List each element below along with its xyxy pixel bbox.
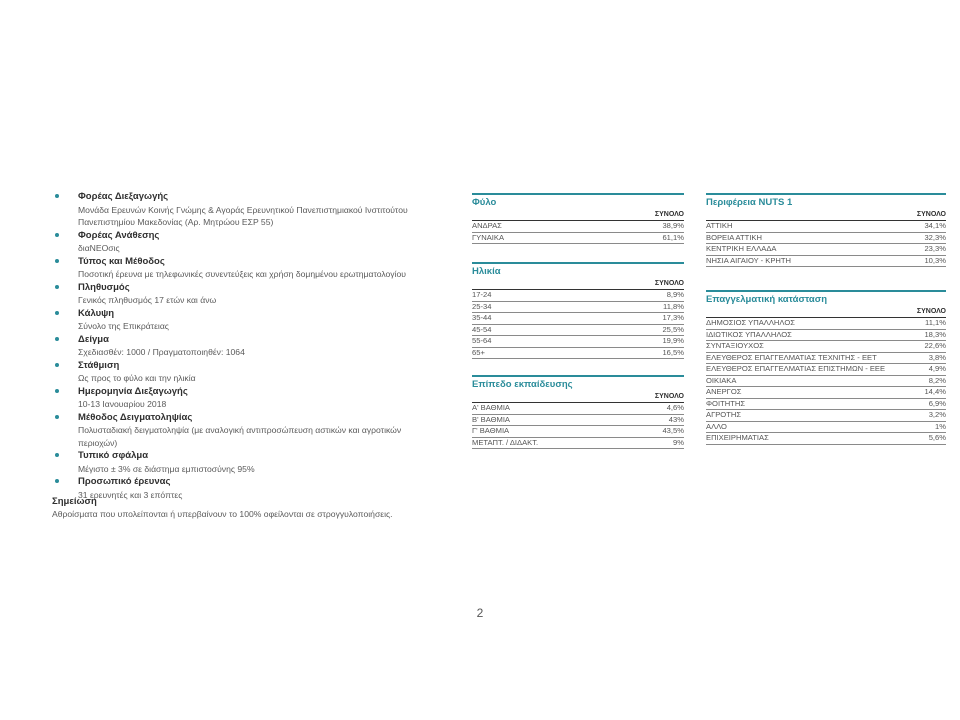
row-label: 55-64 [472, 336, 492, 345]
table-row [706, 433, 946, 445]
table-row [706, 233, 946, 245]
row-label: ΑΤΤΙΚΗ [706, 221, 733, 230]
row-value: 4,6% [666, 403, 684, 412]
table-row [472, 438, 684, 450]
row-label: ΦΟΙΤΗΤΗΣ [706, 398, 746, 408]
table-title: Επαγγελματική κατάσταση [706, 294, 828, 305]
table-title: Φύλο [472, 197, 497, 208]
bullet-dot-icon [55, 415, 59, 419]
bullet-item [52, 386, 442, 411]
bullet-text: Γενικός πληθυσμός 17 ετών και άνω [78, 295, 217, 305]
bullet-title: Φορέας Διεξαγωγής [78, 191, 169, 202]
bullet-text: Σχεδιασθέν: 1000 / Πραγματοποιηθέν: 1064 [78, 347, 245, 357]
bullet-title: Πληθυσμός [78, 281, 130, 293]
row-label: ΔΗΜΟΣΙΟΣ ΥΠΑΛΛΗΛΟΣ [706, 318, 795, 327]
row-value: 23,3% [924, 244, 946, 253]
bullet-dot-icon [55, 363, 59, 367]
table-row [472, 348, 684, 360]
bullet-dot-icon [55, 453, 59, 457]
row-value: 43,5% [662, 426, 684, 435]
row-value: 43% [668, 414, 684, 424]
row-value: 11,8% [663, 301, 684, 311]
table-row [472, 403, 684, 415]
row-label: ΑΝΔΡΑΣ [472, 221, 502, 230]
row-value: 19,9% [662, 336, 684, 345]
bullet-title: Στάθμιση [78, 359, 120, 371]
row-label: Γ' ΒΑΘΜΙΑ [472, 426, 510, 435]
bullet-title: Προσωπικό έρευνας [78, 476, 171, 487]
bullet-dot-icon [55, 479, 59, 483]
note-text: Αθροίσματα που υπολείπονται ή υπερβαίνουν το 100% οφείλονται σε στρογγυλοποιήσεις. [52, 509, 393, 519]
bullet-title: Τύπος και Μέθοδος [78, 255, 165, 267]
table-row [472, 336, 684, 348]
bullet-dot-icon [55, 389, 59, 393]
row-label: ΟΙΚΙΑΚΑ [706, 375, 737, 385]
bullet-text: Μονάδα Ερευνών Κοινής Γνώμης & Αγοράς Ερευνητικού Πανεπιστημιακού Ινστιτούτου [78, 204, 408, 215]
table-row [706, 353, 946, 365]
row-value: 3,2% [928, 410, 946, 419]
row-label: 45-54 [472, 324, 492, 334]
row-value: 14,4% [924, 387, 946, 396]
table-column-header: ΣΥΝΟΛΟ [706, 307, 946, 318]
bullet-item [52, 334, 442, 359]
row-value: 32,3% [924, 232, 946, 242]
bullet-title: Ημερομηνία Διεξαγωγής [78, 385, 188, 397]
table-row [706, 244, 946, 256]
table-row [472, 325, 684, 337]
row-label: ΕΠΙΧΕΙΡΗΜΑΤΙΑΣ [706, 433, 769, 442]
row-label: ΣΥΝΤΑΞΙΟΥΧΟΣ [706, 341, 764, 350]
survey-details-list [52, 191, 442, 502]
bullet-dot-icon [55, 311, 59, 315]
bullet-item [52, 360, 442, 385]
table-gender [472, 193, 684, 244]
row-value: 25,5% [662, 324, 684, 334]
bullet-text: Πολυσταδιακή δειγματοληψία (με αναλογική αντιπροσώπευση αστικών και αγροτικών περιοχών) [78, 425, 402, 448]
table-row [706, 330, 946, 342]
bullet-dot-icon [55, 233, 59, 237]
bullet-title: Δείγμα [78, 333, 109, 345]
table-row [706, 387, 946, 399]
table-row [472, 221, 684, 233]
table-column-header: ΣΥΝΟΛΟ [472, 392, 684, 403]
bullet-item [52, 230, 442, 255]
row-label: ΕΛΕΥΘΕΡΟΣ ΕΠΑΓΓΕΛΜΑΤΙΑΣ ΕΠΙΣΤΗΜΩΝ - ΕΕΕ [706, 364, 886, 373]
bullet-text: Σύνολο της Επικράτειας [78, 321, 169, 331]
row-value: 61,1% [662, 232, 684, 242]
row-label: ΑΓΡΟΤΗΣ [706, 410, 742, 419]
bullet-title: Τυπικό σφάλμα [78, 450, 149, 461]
row-label: ΑΛΛΟ [706, 421, 727, 431]
row-label: ΑΝΕΡΓΟΣ [706, 387, 742, 396]
row-value: 8,9% [666, 290, 684, 299]
bullet-text: Πανεπιστημίου Μακεδονίας (Αρ. Μητρώου ΕΣΡ 55) [78, 217, 274, 227]
bullet-title: Φορέας Ανάθεσης [78, 229, 160, 241]
row-value: 5,6% [928, 433, 946, 442]
row-label: ΕΛΕΥΘΕΡΟΣ ΕΠΑΓΓΕΛΜΑΤΙΑΣ ΤΕΧΝΙΤΗΣ - ΕΕΤ [706, 352, 877, 362]
row-label: 25-34 [472, 301, 492, 311]
row-label: Β' ΒΑΘΜΙΑ [472, 414, 511, 424]
bullet-item [52, 256, 442, 281]
table-column-header: ΣΥΝΟΛΟ [706, 210, 946, 221]
row-label: ΝΗΣΙΑ ΑΙΓΑΙΟΥ - ΚΡΗΤΗ [706, 255, 792, 265]
row-label: ΚΕΝΤΡΙΚΗ ΕΛΛΑΔΑ [706, 244, 777, 253]
table-row [706, 422, 946, 434]
table-row [472, 415, 684, 427]
row-label: 65+ [472, 347, 485, 357]
table-title: Ηλικία [472, 266, 501, 277]
note-section [52, 495, 452, 521]
row-value: 18,3% [924, 329, 946, 339]
row-label: ΒΟΡΕΙΑ ΑΤΤΙΚΗ [706, 232, 762, 242]
bullet-dot-icon [55, 337, 59, 341]
table-row [706, 410, 946, 422]
row-value: 3,8% [928, 352, 946, 362]
bullet-item [52, 412, 442, 450]
table-row [472, 233, 684, 245]
row-label: ΓΥΝΑΙΚΑ [472, 232, 505, 242]
table-employment [706, 290, 946, 445]
table-row [706, 376, 946, 388]
row-value: 1% [935, 421, 946, 431]
row-value: 11,1% [925, 318, 946, 327]
row-value: 17,3% [662, 313, 684, 322]
row-value: 22,6% [924, 341, 946, 350]
table-row [706, 318, 946, 330]
table-row [472, 302, 684, 314]
table-title: Περιφέρεια NUTS 1 [706, 197, 793, 208]
row-label: Α' ΒΑΘΜΙΑ [472, 403, 511, 412]
table-region [706, 193, 946, 267]
bullet-item [52, 450, 442, 475]
table-row [472, 426, 684, 438]
table-row [472, 290, 684, 302]
table-title: Επίπεδο εκπαίδευσης [472, 379, 573, 390]
page-number: 2 [476, 606, 484, 620]
table-row [706, 256, 946, 268]
row-value: 10,3% [924, 255, 946, 265]
bullet-title: Μέθοδος Δειγματοληψίας [78, 411, 193, 423]
table-row [706, 364, 946, 376]
table-row [706, 221, 946, 233]
table-age [472, 262, 684, 359]
bullet-text: Ποσοτική έρευνα με τηλεφωνικές συνεντεύξεις και χρήση δομημένου ερωτηματολογίου [78, 269, 406, 279]
bullet-dot-icon [55, 194, 59, 198]
bullet-dot-icon [55, 259, 59, 263]
row-label: ΜΕΤΑΠΤ. / ΔΙΔΑΚΤ. [472, 437, 539, 447]
bullet-item [52, 191, 442, 229]
bullet-item [52, 308, 442, 333]
row-value: 8,2% [928, 375, 946, 385]
row-label: 35-44 [472, 313, 492, 322]
bullet-text: Ως προς το φύλο και την ηλικία [78, 373, 196, 383]
bullet-title: Κάλυψη [78, 307, 115, 319]
bullet-text: 10-13 Ιανουαρίου 2018 [78, 399, 167, 409]
table-column-header: ΣΥΝΟΛΟ [472, 210, 684, 221]
row-value: 34,1% [924, 221, 946, 230]
row-value: 9% [673, 437, 684, 447]
row-value: 38,9% [662, 221, 684, 230]
row-value: 6,9% [928, 398, 946, 408]
table-row [706, 399, 946, 411]
table-row [472, 313, 684, 325]
note-title: Σημείωση [52, 496, 97, 507]
bullet-text: Μέγιστο ± 3% σε διάστημα εμπιστοσύνης 95% [78, 463, 255, 474]
table-education [472, 375, 684, 449]
bullet-text: διαΝΕΟσις [78, 243, 120, 253]
bullet-item [52, 282, 442, 307]
table-row [706, 341, 946, 353]
row-value: 16,5% [662, 347, 684, 357]
row-label: ΙΔΙΩΤΙΚΟΣ ΥΠΑΛΛΗΛΟΣ [706, 329, 792, 339]
row-label: 17-24 [472, 290, 492, 299]
bullet-text: 31 ερευνητές και 3 επόπτες [78, 489, 183, 500]
bullet-dot-icon [55, 285, 59, 289]
table-column-header: ΣΥΝΟΛΟ [472, 279, 684, 290]
row-value: 4,9% [928, 364, 946, 373]
